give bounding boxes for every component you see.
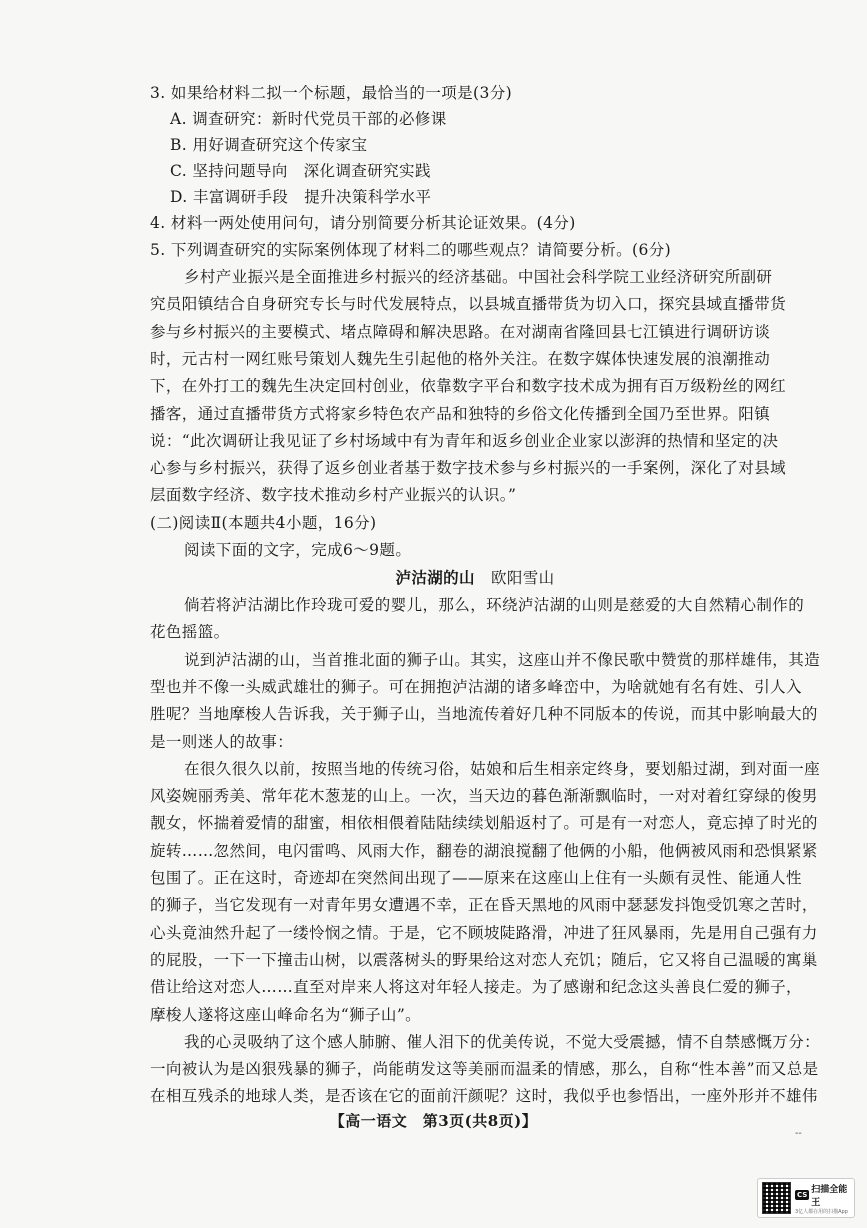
question-3-option-c: C. 坚持问题导向 深化调查研究实践: [170, 162, 431, 180]
article-text-line: 的狮子，当它发现有一对青年男女遭遇不幸，正在昏天黑地的风雨中瑟瑟发抖饱受饥寒之苦时，: [150, 896, 818, 915]
scanner-name: 扫描全能王: [811, 1184, 848, 1208]
section-2-instruction: 阅读下面的文字，完成6～9题。: [184, 541, 412, 559]
case-text-line: 乡村产业振兴是全面推进乡村振兴的经济基础。中国社会科学院工业经济研究所副研: [184, 268, 773, 286]
article-text-line: 风姿婉丽秀美、常年花木葱茏的山上。一次，当天边的暮色渐渐飘临时，一对对着红穿绿的俊男: [150, 787, 818, 806]
case-text-line: 究员阳镇结合自身研究专长与时代发展特点，以县城直播带货为切入口，探究县域直播带货: [150, 295, 787, 314]
case-text-line: 时，元古村一网红账号策划人魏先生引起他的格外关注。在数字媒体快速发展的浪潮推动: [150, 349, 771, 368]
article-text-line: 倘若将泸沽湖比作玲珑可爱的婴儿，那么，环绕泸沽湖的山则是慈爱的大自然精心制作的: [184, 596, 805, 614]
footer-dash: --: [795, 1128, 802, 1139]
article-text-line: 一向被认为是凶狠残暴的狮子，尚能萌发这等美丽而温柔的情感，那么，自称“性本善”而又总是: [150, 1060, 819, 1079]
qr-code-icon: [762, 1182, 791, 1214]
article-text-line: 靓女，怀揣着爱情的甜蜜，相依相偎着陆陆续续划船返村了。可是有一对恋人，竟忘掉了时光的: [150, 814, 818, 833]
article-text-line: 我的心灵吸纳了这个感人肺腑、催人泪下的优美传说，不觉大受震撼，情不自禁感慨万分：: [184, 1032, 821, 1051]
section-2-heading: (二)阅读Ⅱ(本题共4小题，16分): [150, 514, 377, 532]
article-title: 泸沽湖的山: [395, 568, 475, 587]
article-text-line: 胜呢？当地摩梭人告诉我，关于狮子山，当地流传着好几种不同版本的传说，而其中影响最大的: [150, 705, 818, 724]
article-text-line: 摩梭人遂将这座山峰命名为“狮子山”。: [150, 1005, 422, 1024]
question-5-stem: 5. 下列调查研究的实际案例体现了材料二的哪些观点？请简要分析。(6分): [150, 241, 672, 259]
article-text-line: 包围了。正在这时，奇迹却在突然间出现了——原来在这座山上住有一头颇有灵性、能通人性: [150, 869, 802, 887]
page-footer: 【高一语文 第3页(共8页)】: [329, 1112, 538, 1130]
case-text-line: 层面数字经济、数字技术推动乡村产业振兴的认识。”: [150, 486, 517, 505]
scanner-subtitle: 3亿人都在用的扫描App: [794, 1208, 848, 1215]
article-text-line: 在相互残杀的地球人类，是否该在它的面前汗颜呢？这时，我似乎也参悟出，一座外形并不雄伟: [150, 1087, 818, 1106]
question-4-stem: 4. 材料一两处使用问句，请分别简要分析其论证效果。(4分): [150, 214, 576, 232]
scanner-watermark: [757, 1178, 855, 1218]
article-text-line: 的屁股，一下一下撞击山树，以震落树头的野果给这对恋人充饥；随后，它又将自己温暖的寓巢: [150, 950, 818, 969]
case-text-line: 心参与乡村振兴，获得了返乡创业者基于数字技术参与乡村振兴的一手案例，深化了对县域: [150, 459, 787, 478]
article-text-line: 旋转……忽然间，电闪雷鸣、风雨大作，翻卷的湖浪搅翻了他俩的小船，他俩被风雨和恐惧紧紧: [150, 841, 818, 860]
question-3-stem: 3. 如果给材料二拟一个标题，最恰当的一项是(3分): [150, 84, 513, 102]
article-text-line: 在很久很久以前，按照当地的传统习俗，姑娘和后生相亲定终身，要划船过湖，到对面一座: [184, 759, 821, 778]
scanner-logo: CS: [796, 1190, 808, 1199]
article-text-line: 花色摇篮。: [150, 623, 230, 642]
question-3-option-a: A. 调查研究：新时代党员干部的必修课: [170, 110, 447, 128]
question-3-option-b: B. 用好调查研究这个传家宝: [170, 136, 368, 154]
case-text-line: 参与乡村振兴的主要模式、堵点障碍和解决思路。在对湖南省隆回县七江镇进行调研访谈: [150, 322, 771, 341]
question-3-option-d: D. 丰富调研手段 提升决策科学水平: [170, 188, 432, 206]
case-text-line: 播客，通过直播带货方式将家乡特色农产品和独特的乡俗文化传播到全国乃至世界。阳镇: [150, 404, 771, 423]
article-text-line: 说到泸沽湖的山，当首推北面的狮子山。其实，这座山并不像民歌中赞赏的那样雄伟，其造: [184, 650, 821, 669]
article-title-line: [150, 565, 800, 591]
article-text-line: 心头竟油然升起了一缕怜悯之情。于是，它不顾坡陡路滑，冲进了狂风暴雨，先是用自己强有力: [150, 923, 818, 942]
case-text-line: 说：“此次调研让我见证了乡村场域中有为青年和返乡创业企业家以澎湃的热情和坚定的决: [150, 431, 779, 450]
article-author: 欧阳雪山: [490, 569, 555, 587]
article-text-line: 是一则迷人的故事：: [150, 732, 294, 751]
case-text-line: 下，在外打工的魏先生决定回村创业，依靠数字平台和数字技术成为拥有百万级粉丝的网红: [150, 377, 787, 396]
article-text-line: 借让给这对恋人……直至对岸来人将这对年轻人接走。为了感谢和纪念这头善良仁爱的狮子，: [150, 978, 802, 997]
article-text-line: 型也并不像一头威武雄壮的狮子。可在拥抱泸沽湖的诸多峰峦中，为啥就她有名有姓、引人入: [150, 677, 802, 696]
